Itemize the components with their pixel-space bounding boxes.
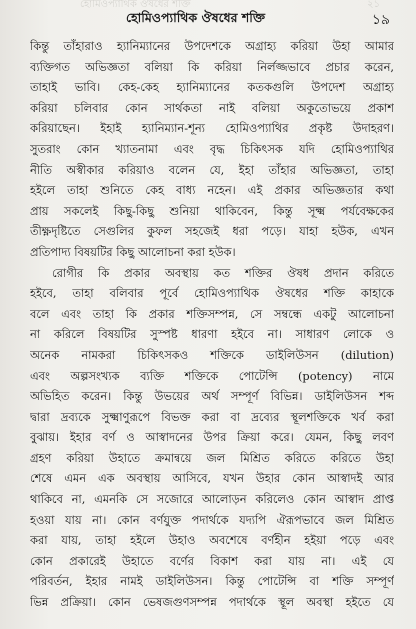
text-line: নীতি অস্বীকার করিয়াও বলেন যে, ইহা তাঁহার অভিজ্ঞতা, তাহা: [30, 162, 394, 177]
body-text: [30, 36, 394, 613]
text-line: না করিলে বিষয়টির সুস্পষ্ট ধারণা হইবে না। সাধারণ লোকে ও: [30, 327, 394, 342]
text-line: সুতরাং কোন খ্যাতনামা এবং বৃদ্ধ চিকিৎসক যদি হোমিওপ্যাথির: [30, 141, 394, 156]
text-line: অভিহিত করেন। কিন্তু উভয়ের অর্থ সম্পূর্ণ বিভিন্ন। ডাইলিউসন শব্দ: [30, 389, 394, 404]
text-line: দ্বারা দ্রব্যকে সুক্ষ্মাণুরূপে বিভক্ত করা বা দ্রব্যের স্থূলশক্তিকে খর্ব করা: [30, 409, 394, 424]
text-line: হইবে, তাহা বলিবার পূর্বে হোমিওপ্যাথিক ঔষধের শক্তি কাহাকে: [30, 286, 394, 301]
text-line: তাহাই ভাবি। কেহ-কেহ হ্যানিম্যানের কতকগুলি উপদেশ অগ্রাহ্য: [30, 80, 394, 95]
text-line: প্রতিপাদ্য বিষয়টির কিছু আলোচনা করা হউক।: [30, 244, 236, 259]
text-line: বুঝায়। ইহার বর্ণ ও আস্বাদনের উপর ক্রিয়া করে। যেমন, কিছু লবণ: [30, 430, 394, 445]
text-line: করা যায়, তাহা হইলে উহাও অবশেষে বর্ণহীন হইয়া পড়ে এবং: [30, 533, 394, 548]
text-line: গ্রহণ করিয়া উহাতে ক্রমান্বয়ে জল মিশ্রিত করিতে করিতে উহা: [30, 450, 394, 465]
text-line: কিন্তু তাঁহারাও হ্যানিম্যানের উপদেশকে অগ্রাহ্য করিয়া উহা আমার: [30, 39, 394, 53]
page-header: [30, 6, 392, 32]
running-title: হোমিওপ্যাথিক ঔষধের শক্তি: [126, 10, 266, 25]
text-line: অনেক নামকরা চিকিৎসকও শক্তিকে ডাইলিউসন (dilution): [30, 347, 394, 362]
text-line: থাকিবে না, এমনকি সে সজোরে আলোড়ন করিলেও কোন আস্বাদ প্রাপ্ত: [30, 492, 394, 507]
page-number: ১৯: [371, 12, 390, 28]
text-line: হওয়া যায় না। কোন বর্ণযুক্ত পদার্থকে যদ্যপি ঐরূপভাবে জল মিশ্রিত: [30, 512, 394, 527]
bleed-through-title: হোমিওপ্যাথিক ঔষধের শক্তি: [80, 0, 191, 10]
text-line: কোন প্রকারেই উহাতে বর্ণের বিকাশ করা যায় না। এই যে: [30, 553, 394, 568]
text-line: পরিবর্তন, ইহার নামই ডাইলিউসন। কিন্তু পোটেন্সি বা শক্তি সম্পূর্ণ: [30, 574, 394, 589]
text-line: ভিন্ন প্রক্রিয়া। কোন ভেষজগুণসম্পন্ন পদার্থকে স্থূল অবস্থা হইতে যে: [30, 595, 394, 610]
text-line: তীক্ষ্ণদৃষ্টিতে সেগুলির কুফল সহজেই ধরা পড়ে। যাহা হউক, এখন: [30, 224, 394, 239]
text-line: করিয়া চলিবার কোন সার্থকতা নাই বলিয়া অকুতোভয়ে প্রকাশ: [30, 100, 394, 115]
text-line: শেষে এমন এক অবস্থায় আসিবে, যখন উহার কোন আস্বাদই আর: [30, 471, 394, 486]
text-line: এবং অল্পসংখ্যক ব্যক্তি শক্তিকে পোটেন্সি (potency) নামে: [30, 368, 394, 383]
text-line: হইলে তাহা শুনিতে কেহ বাধ্য নহেন। এই প্রকার অভিজ্ঞতার কথা: [30, 183, 394, 198]
paragraph-start-line: রোগীর কি প্রকার অবস্থায় কত শক্তির ঔষধ প্রদান করিতে: [52, 265, 394, 280]
bleed-through-page-number: ২১: [367, 0, 380, 10]
text-line: করিয়াছেন। ইহাই হ্যানিম্যান-শূন্য হোমিওপ্যাথির প্রকৃষ্ট উদাহরণ।: [30, 121, 394, 136]
text-line: প্রায় সকলেই কিছু-কিছু শুনিয়া থাকিবেন, কিন্তু সূক্ষ্ম পর্যবেক্ষকের: [30, 203, 394, 218]
text-line: বলে এবং তাহা কি প্রকার শক্তিসম্পন্ন, সে সম্বন্ধে একটু আলোচনা: [30, 306, 394, 321]
text-line: ব্যক্তিগত অভিজ্ঞতা বলিয়া কি করিয়া নির্লজ্জভাবে প্রচার করেন,: [30, 59, 394, 74]
